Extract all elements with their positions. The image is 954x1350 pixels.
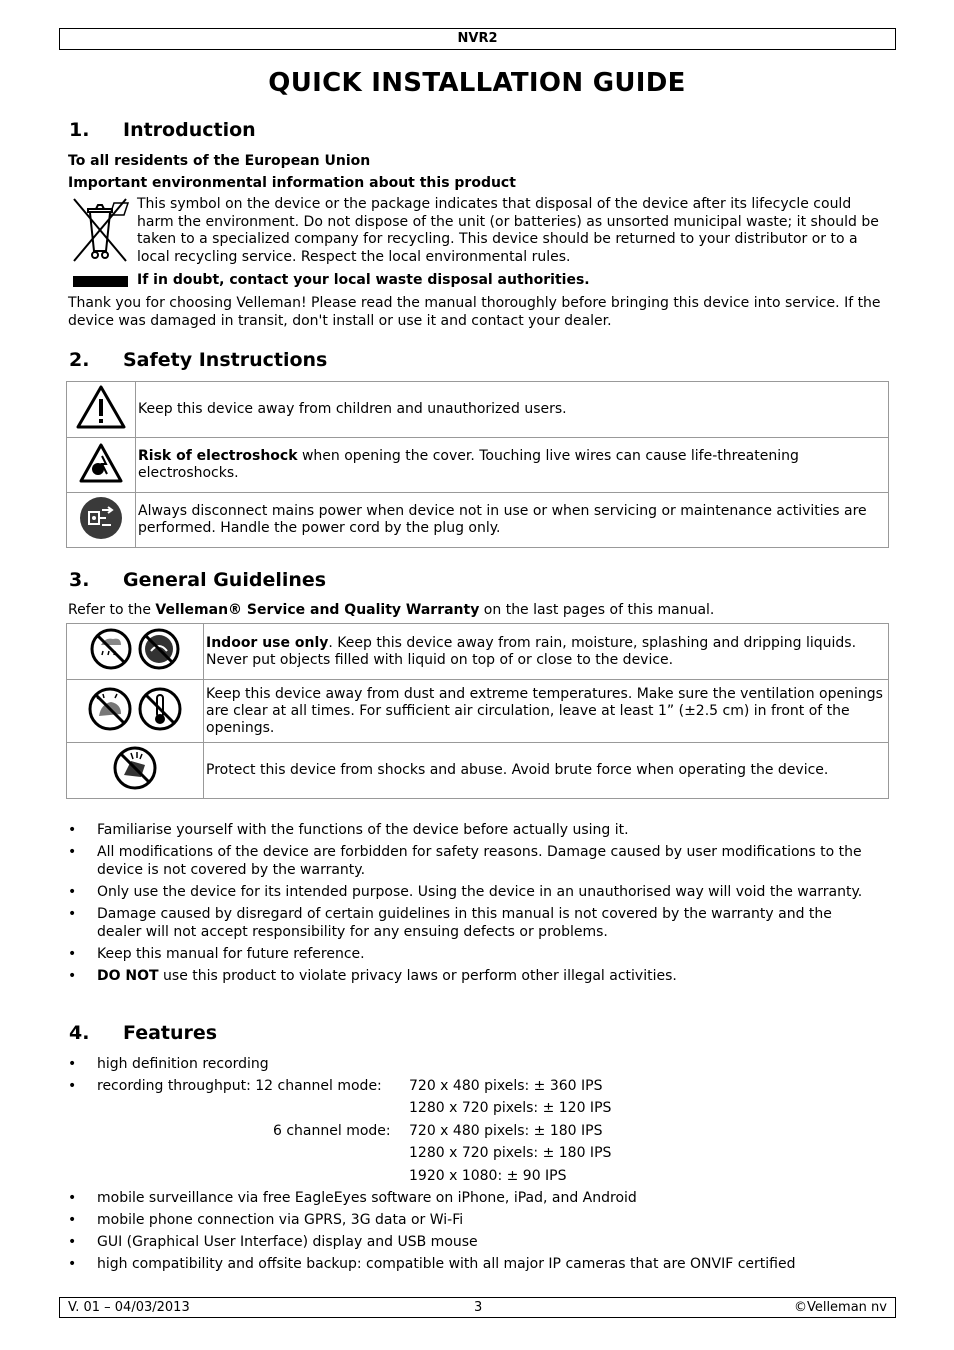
guideline-bullets — [68, 821, 868, 989]
thanks-text: Thank you for choosing Velleman! Please read the manual thoroughly before bringing this device into service. If the device was damaged in transit, don't install or use it and contact your dealer. — [68, 295, 881, 329]
footer-page-number: 3 — [474, 1300, 483, 1315]
list-item: • Familiarise yourself with the functions of the device before actually using it. — [68, 821, 868, 839]
guideline-icon-cell — [67, 624, 204, 680]
footer-version: V. 01 – 04/03/2013 — [68, 1300, 190, 1315]
safety-icon-cell — [67, 438, 136, 493]
footer-copyright: ©Velleman nv — [793, 1300, 887, 1315]
safety-row — [67, 493, 889, 548]
eu-residents-heading: To all residents of the European Union — [68, 153, 371, 169]
section-heading-safety — [69, 349, 327, 371]
list-item: • Damage caused by disregard of certain guidelines in this manual is not covered by the warranty and the dealer will not accept responsibility for any ensuing defects or problems. — [68, 905, 868, 941]
list-item: • All modifications of the device are forbidden for safety reasons. Damage caused by user modifications to the device is not covered by the warranty. — [68, 843, 868, 879]
section-heading-guidelines — [69, 569, 326, 591]
doubt-text: If in doubt, contact your local waste disposal authorities. — [137, 272, 590, 288]
list-item: • high definition recording — [68, 1055, 868, 1073]
weee-bin-icon — [68, 197, 132, 263]
list-item: • GUI (Graphical User Interface) display and USB mouse — [68, 1233, 868, 1251]
section-number: 3. — [69, 569, 90, 591]
list-item: • Only use the device for its intended purpose. Using the device in an unauthorised way will void the warranty. — [68, 883, 868, 901]
section-heading-features — [69, 1022, 217, 1044]
guideline-icon-cell — [67, 680, 204, 743]
disconnect-power-icon — [78, 529, 124, 545]
section-title: Introduction — [123, 119, 256, 141]
section-number: 1. — [69, 119, 90, 141]
model-name: NVR2 — [457, 31, 498, 46]
guideline-row — [67, 624, 889, 680]
guideline-text: Protect this device from shocks and abuse. Avoid brute force when operating the device. — [204, 743, 889, 799]
page-title: QUICK INSTALLATION GUIDE — [268, 68, 686, 98]
no-splash-icon — [137, 659, 181, 675]
throughput-value: 1280 x 720 pixels: ± 120 IPS — [409, 1100, 612, 1116]
guideline-text: Keep this device away from dust and extreme temperatures. Make sure the ventilation openings are clear at all times. For sufficient air circulation, leave at least 1” (±2.5 cm) in front of the openings. — [204, 680, 889, 743]
list-item: • DO NOT use this product to violate privacy laws or perform other illegal activities. — [68, 967, 868, 985]
no-rain-icon — [89, 659, 137, 675]
throughput-value: 720 x 480 pixels: ± 360 IPS — [409, 1078, 603, 1094]
safety-text: Keep this device away from children and unauthorized users. — [136, 382, 889, 438]
safety-icon-cell — [67, 382, 136, 438]
features-list-bottom — [68, 1189, 868, 1277]
safety-row — [67, 382, 889, 438]
weee-bar — [73, 276, 128, 287]
warranty-reference: Refer to the Velleman® Service and Quality Warranty on the last pages of this manual. — [68, 602, 715, 618]
throughput-value: 1280 x 720 pixels: ± 180 IPS — [409, 1145, 612, 1161]
list-item: • mobile phone connection via GPRS, 3G data or Wi-Fi — [68, 1211, 868, 1229]
safety-icon-cell — [67, 493, 136, 548]
warning-icon — [75, 418, 127, 434]
no-dust-icon — [87, 720, 137, 736]
safety-row — [67, 438, 889, 493]
environmental-info-heading: Important environmental information about this product — [68, 175, 516, 191]
throughput-label: 6 channel mode: — [273, 1123, 391, 1139]
guidelines-table — [66, 623, 889, 799]
no-heat-icon — [137, 720, 183, 736]
section-title: Features — [123, 1022, 218, 1044]
section-number: 2. — [69, 349, 90, 371]
weee-text: This symbol on the device or the package indicates that disposal of the device after its lifecycle could harm the environment. Do not dispose of the unit (or batteries) as unsorted municipal waste; it should be taken to a specialized company for recycling. This device should be returned to your distributor or to a local recycling service. Respect the local environmental rules. — [137, 196, 879, 265]
throughput-value: 720 x 480 pixels: ± 180 IPS — [409, 1123, 603, 1139]
guideline-row — [67, 680, 889, 743]
guideline-row — [67, 743, 889, 799]
page-header — [59, 28, 896, 50]
section-heading-introduction — [69, 119, 256, 141]
guideline-text: Indoor use only. Keep this device away from rain, moisture, splashing and dripping liquids. Never put objects filled with liquid on top of or close to the device. — [204, 624, 889, 680]
guideline-icon-cell — [67, 743, 204, 799]
safety-table — [66, 381, 889, 548]
safety-text: Risk of electroshock when opening the cover. Touching live wires can cause life-threatening electroshocks. — [136, 438, 889, 493]
list-item: • mobile surveillance via free EagleEyes software on iPhone, iPad, and Android — [68, 1189, 868, 1207]
list-item: • recording throughput: 12 channel mode: — [68, 1077, 868, 1095]
safety-text: Always disconnect mains power when device not in use or when servicing or maintenance activities are performed. Handle the power cord by the plug only. — [136, 493, 889, 548]
electroshock-icon — [78, 472, 124, 488]
page-footer — [59, 1297, 896, 1318]
list-item: • Keep this manual for future reference. — [68, 945, 868, 963]
section-title: Safety Instructions — [123, 349, 328, 371]
section-number: 4. — [69, 1022, 90, 1044]
no-shock-icon — [111, 779, 159, 795]
throughput-value: 1920 x 1080: ± 90 IPS — [409, 1168, 567, 1184]
list-item: • high compatibility and offsite backup: compatible with all major IP cameras that are ONVIF certified — [68, 1255, 868, 1273]
section-title: General Guidelines — [123, 569, 327, 591]
